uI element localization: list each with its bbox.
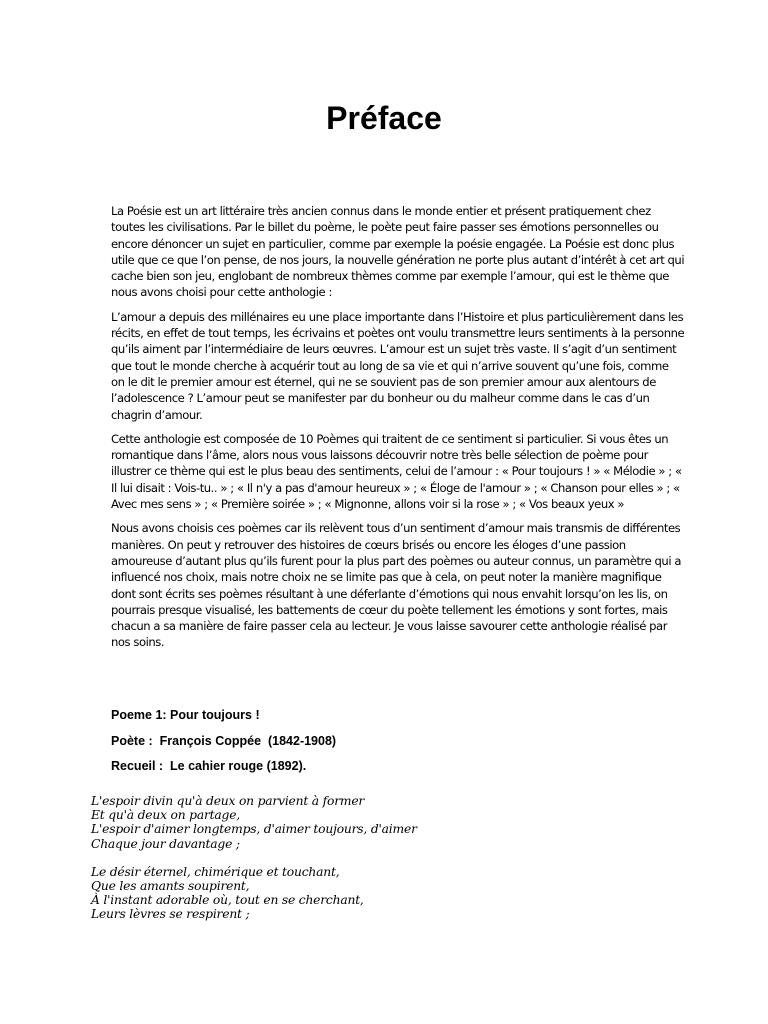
paragraph-love-history: L’amour a depuis des millénaires eu une place importante dans l’Histoire et plus particulièrement dans les récits, en effet de tout temps, les écrivains et poètes ont voulu transmettre leurs sentiments à la personne qu’ils aiment par l’intermédiaire de leurs œuvres. L’amour est un sujet très vaste. Il s’agit d’un sentiment que tout le monde cherche à acquérir tout au long de sa vie et qui n’arrive souvent qu’une fois, comme on le dit le premier amour est éternel, qui ne se souvient pas de son premier amour aux alentours de l’adolescence ? L’amour peut se manifester par du bonheur ou du malheur comme dans le cas d’un chagrin d’amour. xyxy=(111,309,685,422)
paragraph-poem-choice: Nous avons choisis ces poèmes car ils relèvent tous d’un sentiment d’amour mais transmis de différentes manières. On peut y retrouver des histoires de cœurs brisés ou encore les éloges d’une passion amoureuse d’autant plus qu’ils furent pour la plus part des poèmes ou auteur connus, un paramètre qui a influencé nos choix, mais notre choix ne se limite pas que à cela, on peut noter la manière magnifique dont sont écrits ses poèmes résultant à une déferlante d’émotions qui nous envahit lorsqu’on les lis, on pourrais presque visualisé, les battements de cœur du poète tellement les émotions y sont fortes, mais chacun a sa manière de faire passer cela au lecteur. Je vous laisse savourer cette anthologie réalisé par nos soins. xyxy=(111,521,681,650)
verse-line: Le désir éternel, chimérique et touchant, xyxy=(91,864,340,879)
verse-line: Chaque jour davantage ; xyxy=(91,836,240,851)
poem-excerpt xyxy=(91,794,591,936)
poem-info xyxy=(111,707,611,784)
paragraph-intro: La Poésie est un art littéraire très ancien connus dans le monde entier et présent pratiquement chez toutes les civilisations. Par le billet du poème, le poète peut faire passer ses émotions personnelles ou encore dénoncer un sujet en particulier, comme par exemple la poésie engagée. La Poésie est donc plus utile que ce que l’on pense, de nos jours, la nouvelle génération ne porte plus autant d’intérêt à cet art qui cache bien son jeu, englobant de nombreux thèmes comme par exemple l’amour, qui est le thème que nous avons choisi pour cette anthologie : xyxy=(111,204,685,300)
verse-line: L'espoir d'aimer longtemps, d'aimer toujours, d'aimer xyxy=(91,822,417,837)
verse-line: Que les amants soupirent, xyxy=(91,879,250,894)
poet-line: Poète : François Coppée (1842-1908) xyxy=(111,733,337,748)
preface-body xyxy=(111,203,685,659)
verse-line: L'espoir divin qu'à deux on parvient à former xyxy=(91,794,365,808)
verse-line: À l'instant adorable où, tout en se cherchant, xyxy=(91,893,364,908)
page-title: Préface xyxy=(326,100,442,136)
paragraph-anthology-selection: Cette anthologie est composée de 10 Poèmes qui traitent de ce sentiment si particulier. Si vous êtes un romantique dans l’âme, alors nous vous laissons découvrir notre très belle sélection de poème pour illustrer ce thème qui est le plus beau des sentiments, celui de l’amour : « Pour toujours ! » « Mélodie » ; « Il lui disait : Vois-tu.. » ; « Il n'y a pas d'amour heureux » ; « Éloge de l'amour » ; « Chanson pour elles » ; « Avec mes sens » ; « Première soirée » ; « Mignonne, allons voir si la rose » ; « Vos beaux yeux » xyxy=(111,431,682,512)
collection-line: Recueil : Le cahier rouge (1892). xyxy=(111,759,307,773)
verse-line: Leurs lèvres se respirent ; xyxy=(91,907,250,922)
stanza-2 xyxy=(91,865,591,922)
poem-heading: Poeme 1: Pour toujours ! xyxy=(111,708,260,722)
verse-line: Et qu'à deux on partage, xyxy=(91,808,240,823)
stanza-1 xyxy=(91,794,591,851)
